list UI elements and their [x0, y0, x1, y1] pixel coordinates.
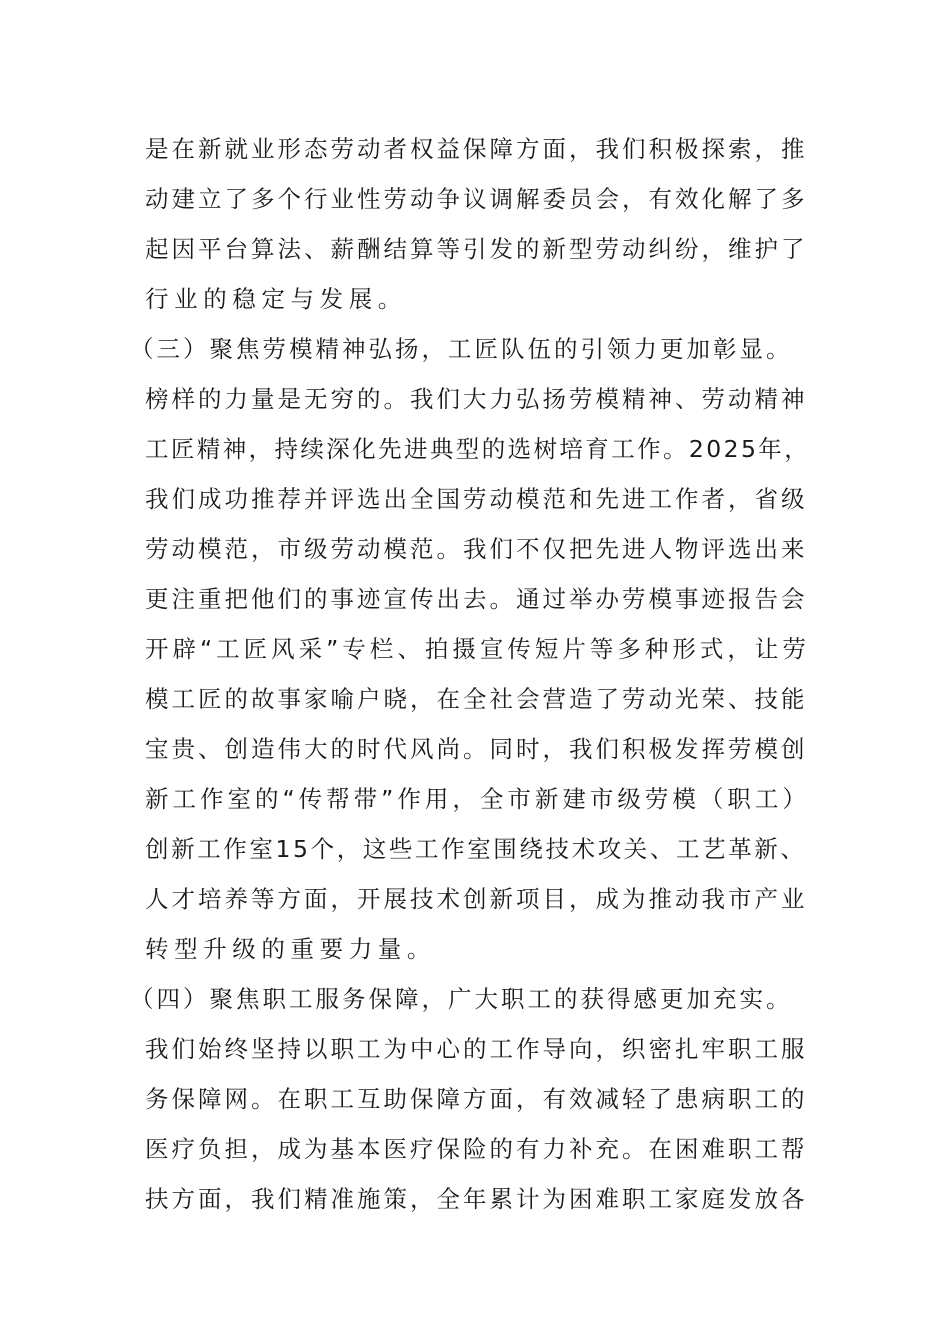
text-line: 务保障网。在职工互助保障方面，有效减轻了患病职工的	[145, 1085, 808, 1113]
text-line: 新工作室的“传帮带”作用，全市新建市级劳模（职工）	[145, 785, 810, 813]
text-line: 工匠精神，持续深化先进典型的选树培育工作。2025年，	[145, 435, 811, 463]
text-line: 人才培养等方面，开展技术创新项目，成为推动我市产业	[145, 885, 808, 913]
text-line: 我们始终坚持以职工为中心的工作导向，织密扎牢职工服	[145, 1035, 808, 1063]
text-line: 宝贵、创造伟大的时代风尚。同时，我们积极发挥劳模创	[145, 735, 808, 763]
section-heading: （三）聚焦劳模精神弘扬，工匠队伍的引领力更加彰显。	[130, 335, 793, 363]
text-line: 扶方面，我们精准施策，全年累计为困难职工家庭发放各	[145, 1185, 808, 1213]
text-line: 创新工作室15个，这些工作室围绕技术攻关、工艺革新、	[145, 835, 807, 863]
text-line: 医疗负担，成为基本医疗保险的有力补充。在困难职工帮	[145, 1135, 808, 1163]
text-line: 模工匠的故事家喻户晓，在全社会营造了劳动光荣、技能	[145, 685, 808, 713]
text-line: 行业的稳定与发展。	[145, 285, 407, 313]
section-heading: （四）聚焦职工服务保障，广大职工的获得感更加充实。	[130, 985, 793, 1013]
text-line: 动建立了多个行业性劳动争议调解委员会，有效化解了多	[145, 185, 808, 213]
text-line: 转型升级的重要力量。	[145, 935, 436, 963]
text-line: 榜样的力量是无穷的。我们大力弘扬劳模精神、劳动精神	[145, 385, 808, 413]
text-line: 我们成功推荐并评选出全国劳动模范和先进工作者，省级	[145, 485, 808, 513]
text-line: 劳动模范，市级劳动模范。我们不仅把先进人物评选出来	[145, 535, 808, 563]
text-line: 开辟“工匠风采”专栏、拍摄宣传短片等多种形式，让劳	[145, 635, 810, 663]
text-line: 更注重把他们的事迹宣传出去。通过举办劳模事迹报告会	[145, 585, 808, 613]
text-line: 起因平台算法、薪酬结算等引发的新型劳动纠纷，维护了	[145, 235, 808, 263]
text-line: 是在新就业形态劳动者权益保障方面，我们积极探索，推	[145, 135, 808, 163]
